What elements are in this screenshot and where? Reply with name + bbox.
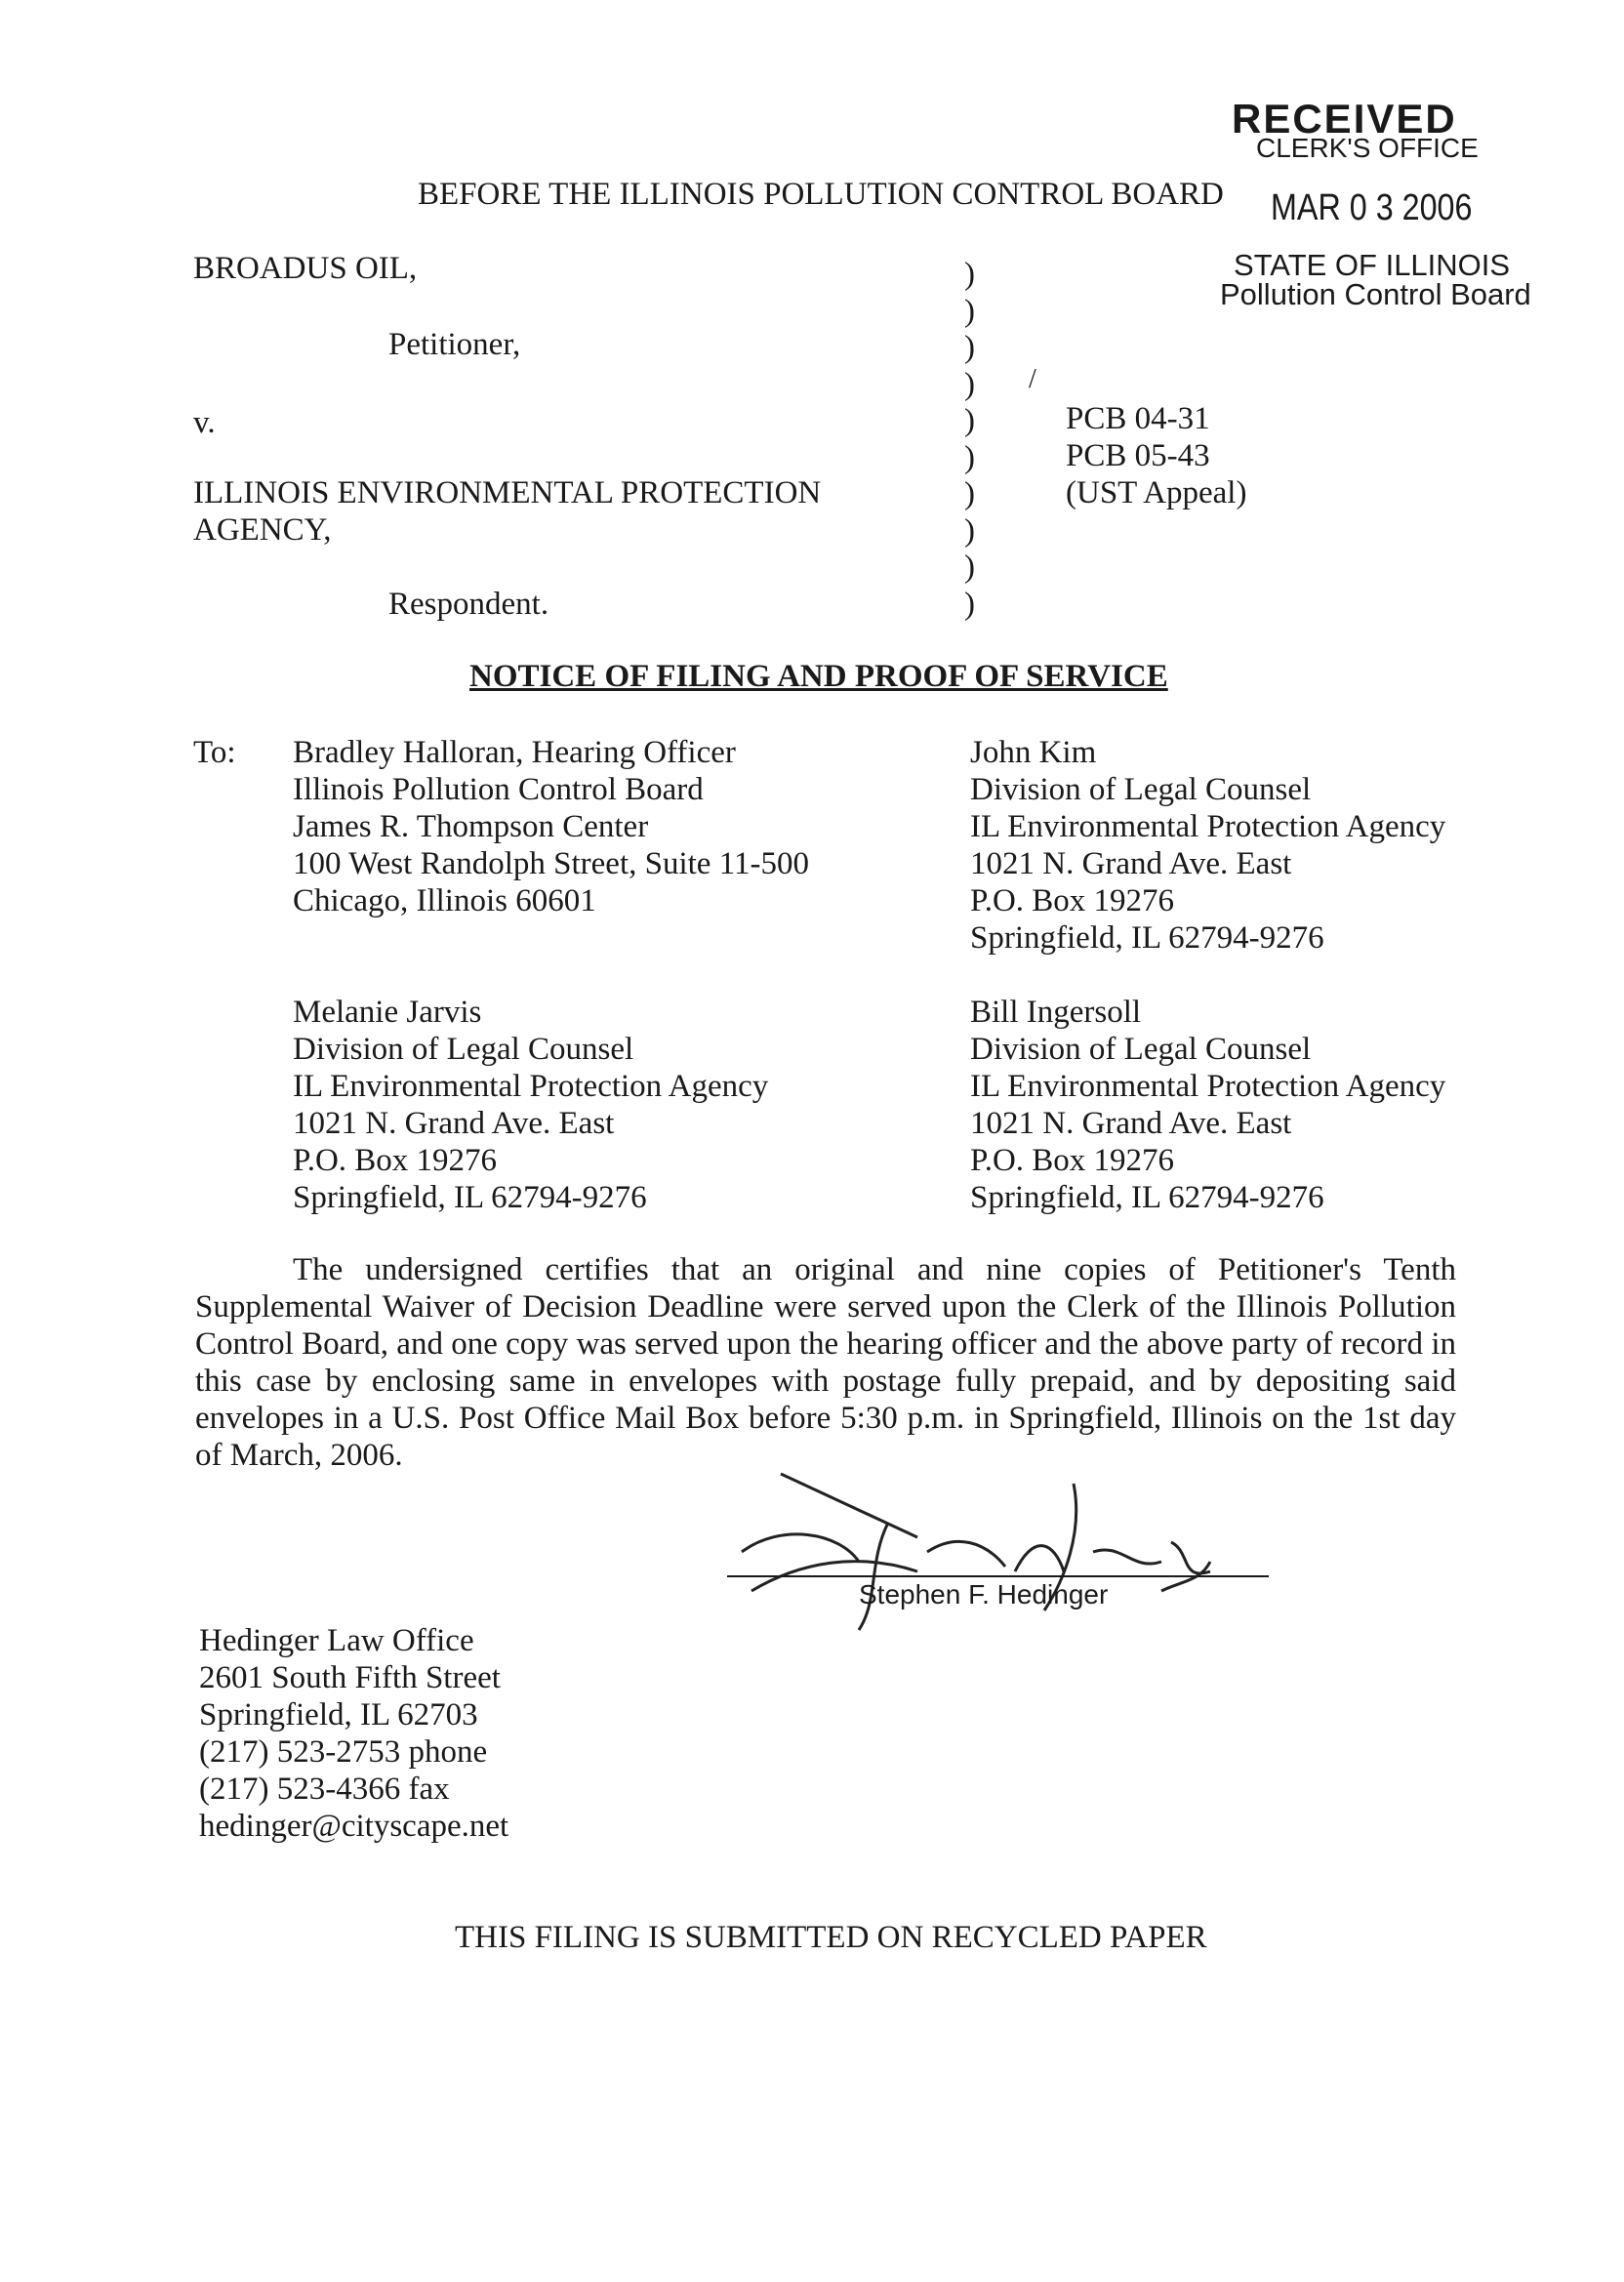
address-line: Chicago, Illinois 60601	[293, 883, 596, 918]
versus: v.	[193, 405, 216, 440]
address-line: James R. Thompson Center	[293, 809, 649, 844]
caption-paren: )	[964, 512, 975, 549]
caption-paren: )	[964, 403, 975, 438]
office-line: hedinger@cityscape.net	[199, 1809, 509, 1844]
case-type: (UST Appeal)	[1066, 475, 1247, 510]
office-line: Hedinger Law Office	[199, 1623, 474, 1658]
office-line: Springfield, IL 62703	[199, 1697, 478, 1732]
address-line: Springfield, IL 62794-9276	[970, 920, 1324, 956]
caption-paren: )	[964, 476, 975, 511]
respondent-line-2: AGENCY,	[193, 512, 332, 548]
recipient-halloran	[293, 734, 809, 919]
address-line: Bradley Halloran, Hearing Officer	[293, 735, 736, 770]
address-line: 100 West Randolph Street, Suite 11-500	[293, 846, 809, 881]
received-stamp-board: Pollution Control Board	[1220, 277, 1531, 311]
address-line: Springfield, IL 62794-9276	[970, 1180, 1324, 1215]
received-stamp-title: RECEIVED	[1232, 96, 1457, 142]
case-number-1: PCB 04-31	[1066, 401, 1210, 436]
address-line: P.O. Box 19276	[970, 883, 1175, 918]
pen-mark: /	[1029, 364, 1036, 394]
address-line: P.O. Box 19276	[293, 1143, 498, 1178]
case-number-2: PCB 05-43	[1066, 438, 1210, 473]
office-line: (217) 523-4366 fax	[199, 1772, 450, 1807]
petitioner-role: Petitioner,	[388, 327, 521, 362]
received-stamp-state: STATE OF ILLINOIS	[1234, 248, 1511, 282]
address-line: Bill Ingersoll	[970, 995, 1142, 1030]
address-line: IL Environmental Protection Agency	[970, 1069, 1446, 1104]
petitioner-name: BROADUS OIL,	[193, 251, 418, 286]
signer-name: Stephen F. Hedinger	[859, 1579, 1109, 1610]
office-line: (217) 523-2753 phone	[199, 1734, 488, 1770]
signature-scribble-icon	[722, 1445, 1269, 1640]
address-line: Illinois Pollution Control Board	[293, 772, 704, 807]
caption-paren: )	[964, 330, 975, 365]
address-line: P.O. Box 19276	[970, 1143, 1175, 1178]
address-line: IL Environmental Protection Agency	[970, 809, 1446, 844]
certification-paragraph: The undersigned certifies that an original and nine copies of Petitioner's Tenth Supplemental Waiver of Decision Deadline were served upon the Clerk of the Illinois Pollution Control Board, and one copy was served upon the hearing officer and the above party of record in this case by enclosing same in envelopes with postage fully prepaid, and by depositing said envelopes in a U.S. Post Office Mail Box before 5:30 p.m. in Springfield, Illinois on the 1st day of March, 2006.	[195, 1252, 1456, 1473]
recipient-ingersoll	[970, 994, 1445, 1216]
to-label: To:	[193, 735, 236, 770]
recycled-paper-note: THIS FILING IS SUBMITTED ON RECYCLED PAPER	[455, 1920, 1207, 1955]
respondent-role: Respondent.	[388, 587, 549, 622]
recipient-jarvis	[293, 994, 768, 1216]
caption-paren: )	[964, 439, 975, 475]
address-line: Melanie Jarvis	[293, 995, 482, 1030]
caption-paren: )	[964, 293, 975, 329]
address-line: Division of Legal Counsel	[970, 1032, 1312, 1067]
address-line: Division of Legal Counsel	[970, 772, 1312, 807]
court-header: BEFORE THE ILLINOIS POLLUTION CONTROL BOARD	[418, 177, 1224, 212]
address-line: 1021 N. Grand Ave. East	[970, 1106, 1292, 1141]
received-stamp-date: MAR 0 3 2006	[1271, 187, 1473, 228]
address-line: 1021 N. Grand Ave. East	[293, 1106, 615, 1141]
caption-paren: )	[964, 257, 975, 292]
address-line: IL Environmental Protection Agency	[293, 1069, 769, 1104]
address-line: 1021 N. Grand Ave. East	[970, 846, 1292, 881]
caption-paren: )	[964, 550, 975, 585]
address-line: Springfield, IL 62794-9276	[293, 1180, 647, 1215]
office-line: 2601 South Fifth Street	[199, 1660, 501, 1695]
signature-line	[727, 1575, 1269, 1577]
received-stamp-office: CLERK'S OFFICE	[1256, 133, 1479, 163]
caption-paren: )	[964, 366, 975, 402]
address-line: John Kim	[970, 735, 1097, 770]
address-line: Division of Legal Counsel	[293, 1032, 634, 1067]
respondent-line-1: ILLINOIS ENVIRONMENTAL PROTECTION	[193, 475, 822, 510]
law-office-block	[199, 1622, 508, 1845]
notice-title: NOTICE OF FILING AND PROOF OF SERVICE	[469, 659, 1168, 694]
caption-paren: )	[964, 586, 975, 622]
recipient-kim	[970, 734, 1445, 957]
caption-parentheses	[964, 256, 975, 622]
